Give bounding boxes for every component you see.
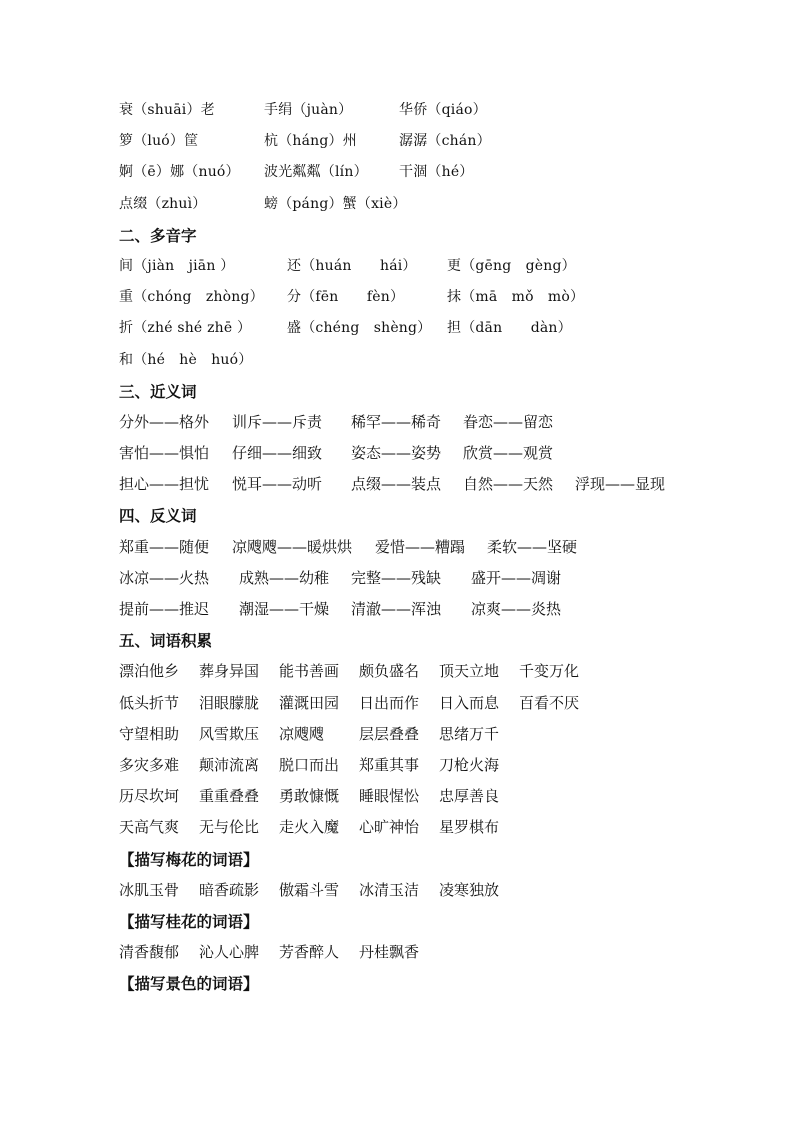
word-item: 自然——天然	[463, 475, 554, 494]
fanyi-row	[119, 532, 739, 563]
word-item: 螃（páng）蟹（xiè）	[264, 195, 407, 212]
word-item: 重重叠叠	[199, 787, 260, 806]
word-item: 清澈——浑浊	[351, 600, 442, 618]
word-item: 重（chóng zhòng）	[119, 289, 264, 306]
word-item: 层层叠叠	[359, 724, 420, 743]
pinyin-row	[119, 189, 739, 220]
ciyu-row	[119, 719, 739, 750]
word-item: 点缀——装点	[351, 475, 442, 494]
subsection-heading: 【描写桂花的词语】	[119, 911, 259, 931]
word-item: 能书善画	[279, 662, 340, 681]
word-item: 百看不厌	[519, 693, 580, 712]
word-item: 日入而息	[439, 693, 500, 712]
word-item: 多灾多难	[119, 755, 180, 774]
word-item: 衰（shuāi）老	[119, 102, 215, 118]
word-item: 思绪万千	[439, 724, 500, 743]
word-item: 丹桂飘香	[359, 943, 420, 962]
ciyu-row	[119, 656, 739, 687]
word-item: 抹（mā mǒ mò）	[447, 289, 585, 306]
word-item: 婀（ē）娜（nuó）	[119, 164, 240, 181]
word-item: 点缀（zhuì）	[119, 195, 207, 212]
word-item: 清香馥郁	[119, 943, 180, 962]
word-item: 完整——残缺	[351, 568, 442, 587]
fanyi-row	[119, 594, 739, 625]
word-item: 波光粼粼（lín）	[264, 164, 368, 181]
word-item: 杭（háng）州	[264, 133, 357, 150]
word-item: 华侨（qiáo）	[399, 102, 487, 118]
word-item: 担心——担忧	[119, 475, 210, 494]
word-item: 千变万化	[519, 662, 580, 681]
word-item: 凌寒独放	[439, 880, 500, 899]
word-item: 郑重——随便	[119, 537, 210, 556]
word-item: 冰清玉洁	[359, 880, 420, 899]
word-item: 葬身异国	[199, 662, 260, 681]
word-item: 间（jiàn jiān ）	[119, 257, 235, 274]
word-item: 提前——推迟	[119, 600, 210, 618]
section-heading: 四、反义词	[119, 506, 197, 526]
jinyi-row	[119, 407, 739, 438]
word-item: 傲霜斗雪	[279, 880, 340, 899]
pinyin-row	[119, 126, 739, 157]
word-item: 成熟——幼稚	[239, 568, 330, 587]
word-item: 潮湿——干燥	[239, 600, 330, 618]
duoyin-row	[119, 282, 739, 313]
word-item: 无与伦比	[199, 818, 260, 837]
word-item: 风雪欺压	[199, 724, 260, 743]
duoyin-row	[119, 313, 739, 344]
word-item: 天高气爽	[119, 818, 180, 837]
word-item: 浮现——显现	[575, 475, 666, 494]
word-item: 更（gēng gèng）	[447, 257, 576, 274]
ciyu-row	[119, 688, 739, 719]
fanyi-row	[119, 563, 739, 594]
word-item: 颠沛流离	[199, 755, 260, 774]
word-item: 脱口而出	[279, 755, 340, 774]
word-item: 分（fēn fèn）	[287, 289, 405, 306]
word-item: 眷恋——留恋	[463, 412, 554, 431]
word-item: 低头折节	[119, 693, 180, 712]
word-item: 箩（luó）筐	[119, 133, 199, 150]
word-item: 日出而作	[359, 693, 420, 712]
word-item: 星罗棋布	[439, 818, 500, 837]
word-item: 凉飕飕	[279, 724, 325, 743]
word-item: 沁人心脾	[199, 943, 260, 962]
word-item: 守望相助	[119, 724, 180, 743]
section-heading: 二、多音字	[119, 225, 197, 245]
word-item: 分外——格外	[119, 412, 210, 431]
ciyu-row	[119, 781, 739, 812]
word-item: 担（dān dàn）	[447, 320, 572, 337]
word-item: 暗香疏影	[199, 880, 260, 899]
word-item: 还（huán hái）	[287, 257, 417, 274]
word-item: 走火入魔	[279, 818, 340, 837]
word-item: 姿态——姿势	[351, 444, 442, 463]
subsection-heading: 【描写梅花的词语】	[119, 849, 259, 869]
word-item: 泪眼朦胧	[199, 693, 260, 712]
word-item: 仔细——细致	[232, 444, 323, 463]
subsection-heading: 【描写景色的词语】	[119, 974, 259, 994]
pinyin-row	[119, 157, 739, 188]
word-item: 害怕——惧怕	[119, 444, 210, 463]
word-item: 柔软——坚硬	[487, 537, 578, 556]
word-item: 历尽坎坷	[119, 787, 180, 806]
word-item: 芳香醉人	[279, 943, 340, 962]
word-item: 漂泊他乡	[119, 662, 180, 681]
duoyin-row	[119, 251, 739, 282]
word-item: 心旷神怡	[359, 818, 420, 837]
word-item: 折（zhé shé zhē ）	[119, 320, 252, 337]
word-item: 悦耳——动听	[232, 475, 323, 494]
word-item: 欣赏——观赏	[463, 444, 554, 463]
word-item: 顶天立地	[439, 662, 500, 681]
word-item: 盛（chéng shèng）	[287, 320, 432, 337]
duoyin-row	[119, 345, 739, 376]
word-item: 颇负盛名	[359, 662, 420, 681]
word-item: 郑重其事	[359, 755, 420, 774]
jinyi-row	[119, 469, 739, 500]
guihua-row	[119, 937, 739, 968]
section-heading: 五、词语积累	[119, 631, 213, 651]
word-item: 爱惜——糟蹋	[375, 537, 466, 556]
word-item: 稀罕——稀奇	[351, 412, 442, 431]
word-item: 训斥——斥责	[232, 412, 323, 431]
word-item: 干涸（hé）	[399, 164, 474, 181]
word-item: 冰肌玉骨	[119, 880, 180, 899]
word-item: 冰凉——火热	[119, 568, 210, 587]
word-item: 凉爽——炎热	[471, 600, 562, 618]
word-item: 忠厚善良	[439, 787, 500, 806]
section-heading: 三、近义词	[119, 381, 197, 401]
document-page	[119, 95, 739, 999]
ciyu-row	[119, 750, 739, 781]
word-item: 勇敢慷慨	[279, 787, 340, 806]
ciyu-row	[119, 812, 739, 843]
word-item: 灌溉田园	[279, 693, 340, 712]
word-item: 手绢（juàn）	[264, 102, 353, 118]
word-item: 潺潺（chán）	[399, 133, 491, 150]
jinyi-row	[119, 438, 739, 469]
meihua-row	[119, 875, 739, 906]
word-item: 凉飕飕——暖烘烘	[232, 537, 353, 556]
pinyin-row	[119, 95, 739, 126]
word-item: 和（hé hè huó）	[119, 351, 253, 368]
word-item: 刀枪火海	[439, 755, 500, 774]
word-item: 盛开——凋谢	[471, 568, 562, 587]
word-item: 睡眼惺忪	[359, 787, 420, 806]
